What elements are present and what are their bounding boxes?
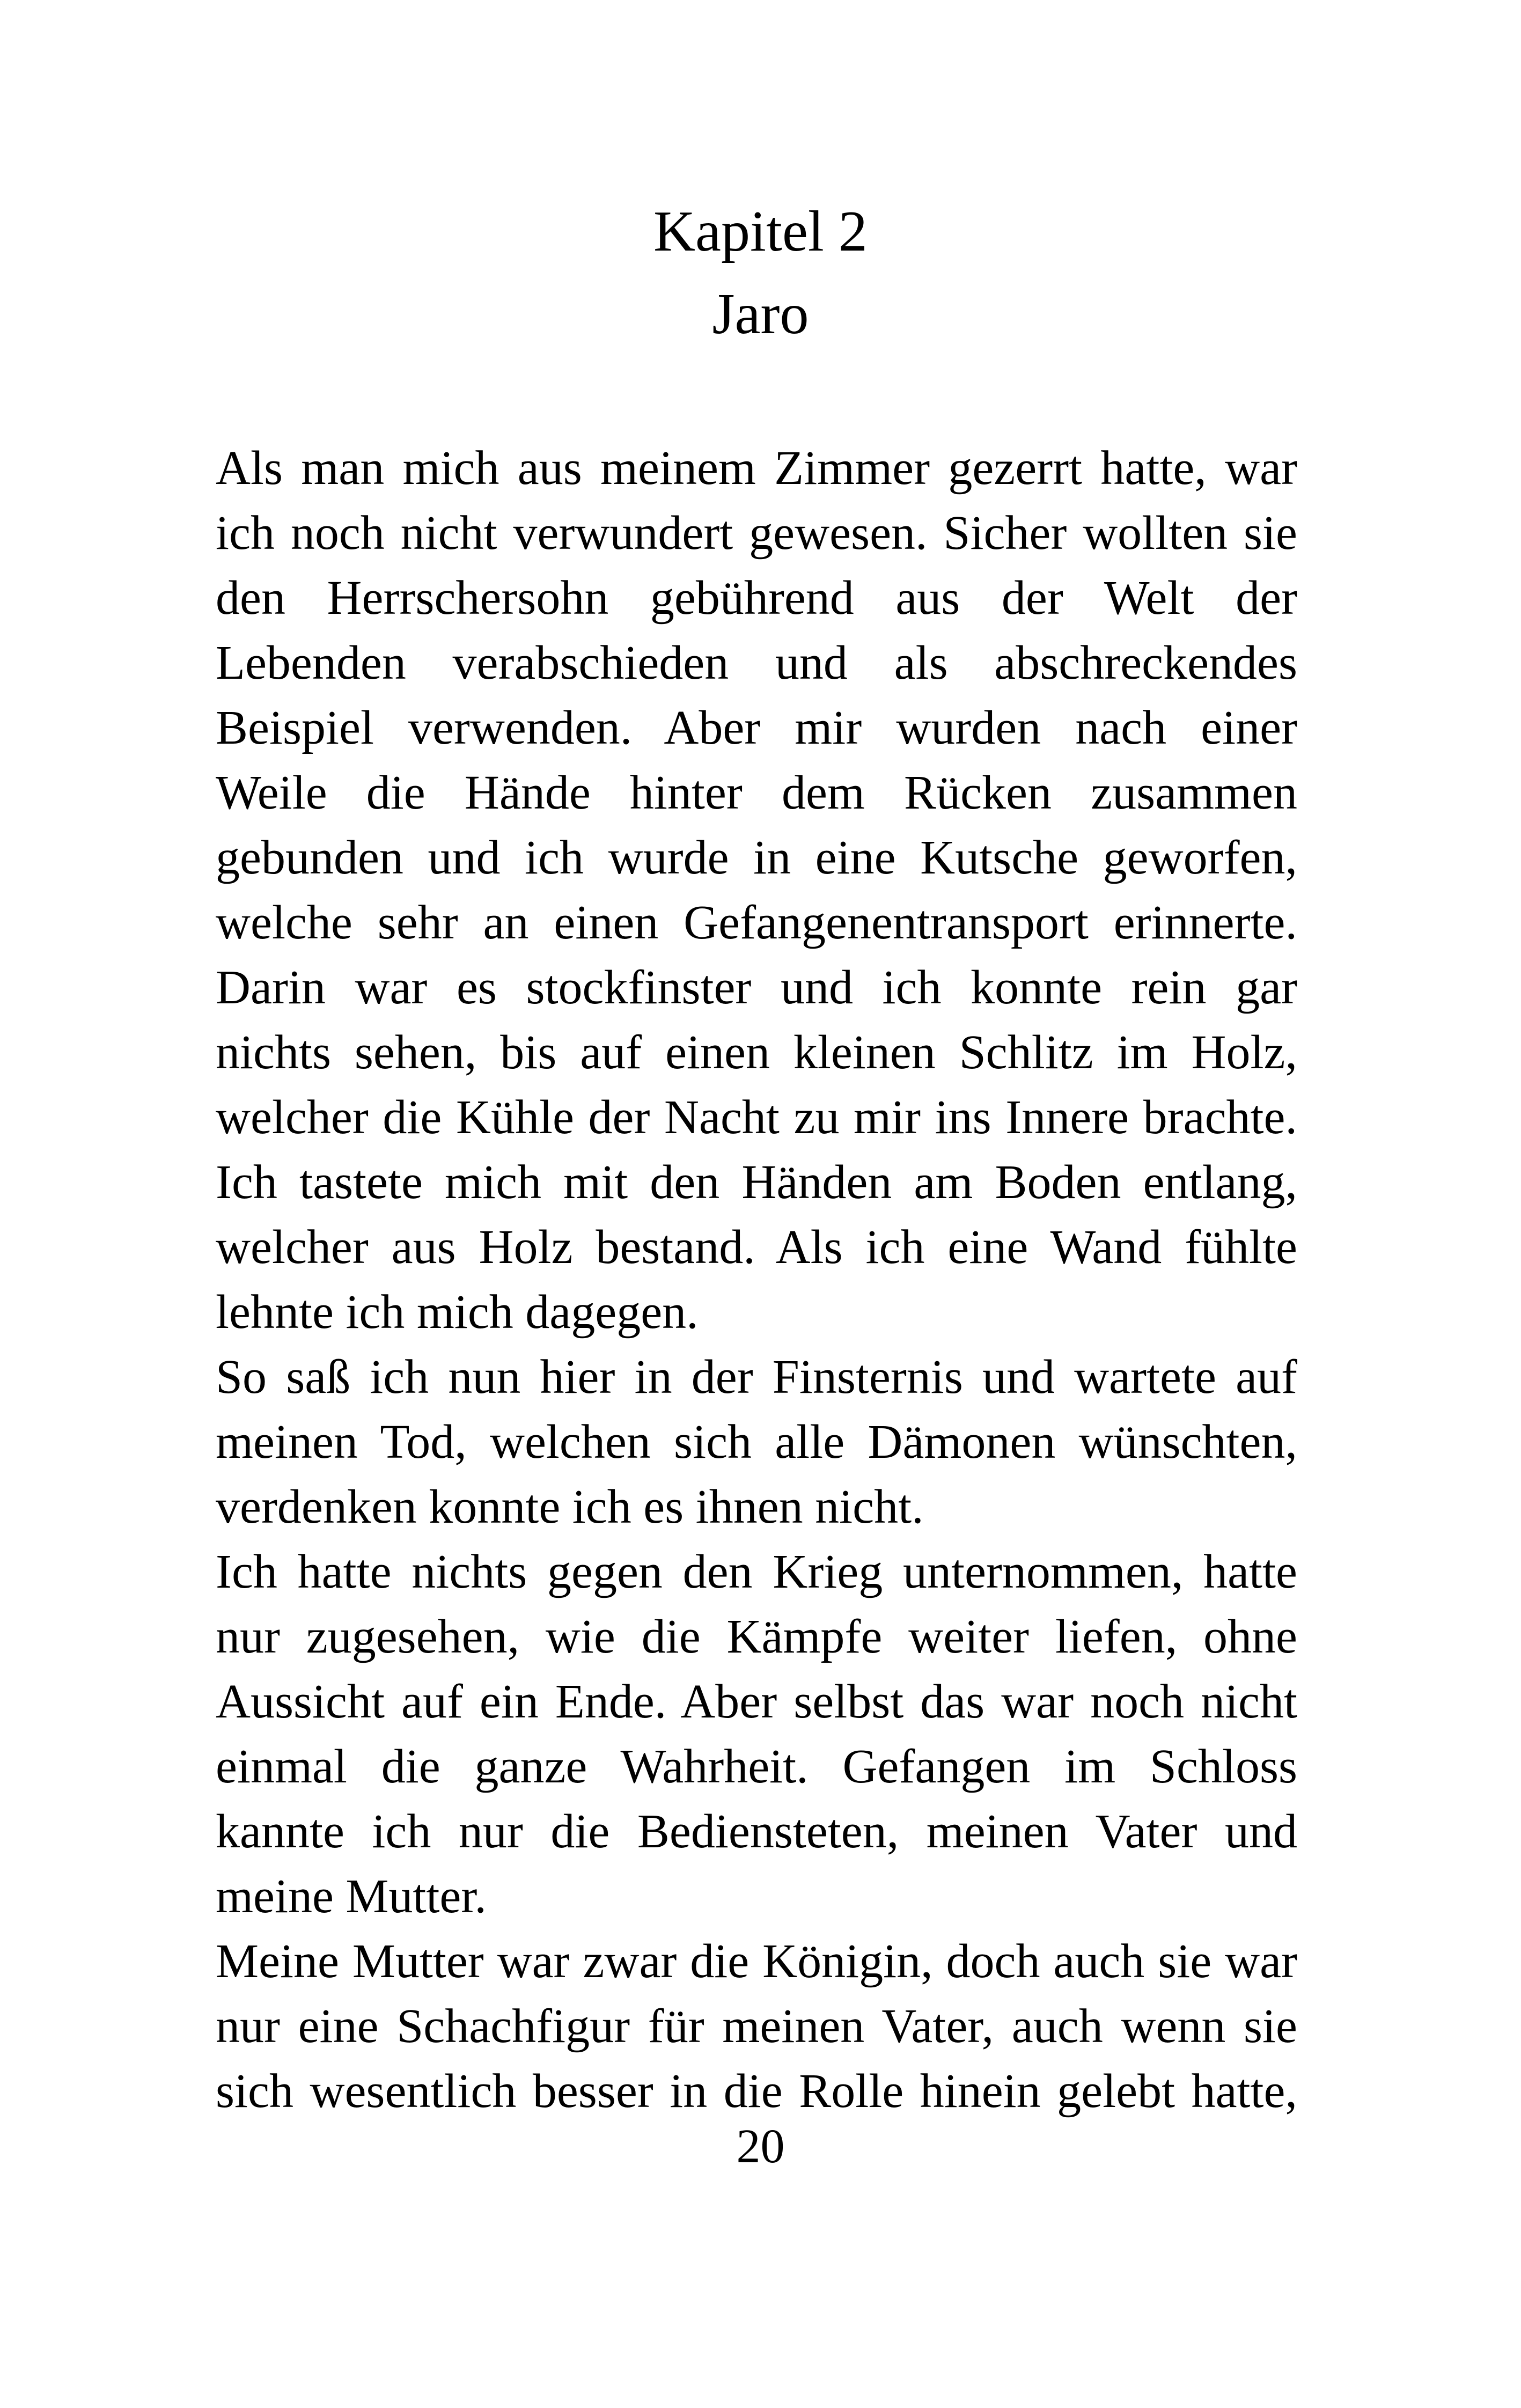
text-line: Ich hatte nichts gegen den Krieg unternommen, hatte — [216, 1545, 1297, 1598]
text-line: Lebenden verabschieden und als abschreckendes — [216, 636, 1297, 689]
chapter-title: Jaro — [712, 282, 809, 346]
text-line: Weile die Hände hinter dem Rücken zusammen — [216, 766, 1297, 819]
text-line: Darin war es stockfinster und ich konnte rein gar — [216, 961, 1297, 1014]
text-line: Aussicht auf ein Ende. Aber selbst das war noch nicht — [216, 1675, 1297, 1728]
page-number: 20 — [736, 2120, 785, 2173]
text-line: Als man mich aus meinem Zimmer gezerrt hatte, war — [216, 442, 1297, 495]
text-line: welcher die Kühle der Nacht zu mir ins Innere brachte. — [216, 1091, 1297, 1144]
body-text — [216, 436, 1297, 2124]
chapter-number: Kapitel 2 — [653, 200, 868, 263]
text-line: sich wesentlich besser in die Rolle hinein gelebt hatte, — [216, 2065, 1297, 2118]
paragraph — [216, 1345, 1297, 1539]
text-line: nur zugesehen, wie die Kämpfe weiter liefen, ohne — [216, 1610, 1297, 1663]
text-line: So saß ich nun hier in der Finsternis und wartete auf — [216, 1350, 1297, 1404]
text-line: meine Mutter. — [216, 1870, 487, 1923]
chapter-heading — [0, 190, 1521, 356]
text-line: Beispiel verwenden. Aber mir wurden nach einer — [216, 701, 1297, 754]
paragraph — [216, 1929, 1297, 2124]
paragraph — [216, 436, 1297, 1345]
text-line: Meine Mutter war zwar die Königin, doch auch sie war — [216, 1935, 1297, 1988]
text-line: ich noch nicht verwundert gewesen. Sicher wollten sie — [216, 506, 1297, 560]
text-line: einmal die ganze Wahrheit. Gefangen im Schloss — [216, 1740, 1297, 1793]
text-line: gebunden und ich wurde in eine Kutsche geworfen, — [216, 831, 1297, 884]
paragraph — [216, 1539, 1297, 1929]
text-line: den Herrschersohn gebührend aus der Welt der — [216, 571, 1297, 625]
text-line: verdenken konnte ich es ihnen nicht. — [216, 1480, 924, 1533]
text-line: nur eine Schachfigur für meinen Vater, auch wenn sie — [216, 2000, 1297, 2053]
text-line: lehnte ich mich dagegen. — [216, 1286, 699, 1339]
text-line: Ich tastete mich mit den Händen am Boden entlang, — [216, 1156, 1297, 1209]
text-line: welcher aus Holz bestand. Als ich eine Wand fühlte — [216, 1221, 1297, 1274]
text-line: kannte ich nur die Bediensteten, meinen Vater und — [216, 1805, 1297, 1858]
text-line: nichts sehen, bis auf einen kleinen Schlitz im Holz, — [216, 1026, 1297, 1079]
text-line: welche sehr an einen Gefangenentransport erinnerte. — [216, 896, 1297, 949]
text-line: meinen Tod, welchen sich alle Dämonen wünschten, — [216, 1415, 1297, 1469]
